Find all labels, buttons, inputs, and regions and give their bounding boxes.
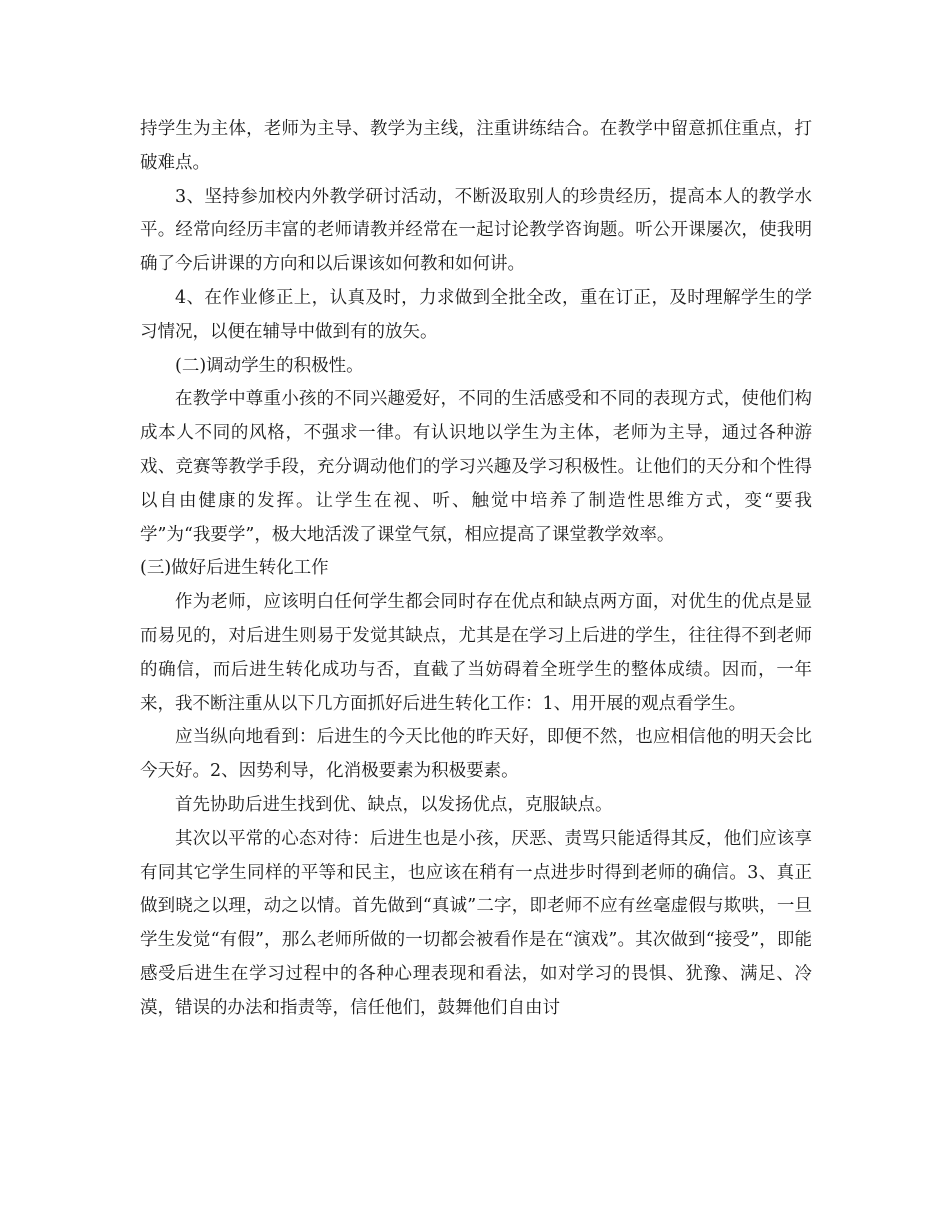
section-heading-3: (三)做好后进生转化工作 <box>140 558 329 579</box>
paragraph-1: 持学生为主体，老师为主导、教学为主线，注重讲练结合。在教学中留意抓住重点，打破难点。 <box>140 119 812 173</box>
paragraph-2: 3、坚持参加校内外教学研讨活动，不断汲取别人的珍贵经历，提高本人的教学水平。经常向经历丰富的老师请教并经常在一起讨论教学咨询题。听公开课屡次，使我明确了今后讲课的方向和以后课该如何教和如何讲。 <box>140 186 812 275</box>
paragraph-3: 4、在作业修正上，认真及时，力求做到全批全改，重在订正，及时理解学生的学习情况，以便在辅导中做到有的放矢。 <box>140 287 812 342</box>
paragraph-7: 首先协助后进生找到优、缺点，以发扬优点，克服缺点。 <box>175 794 613 815</box>
paragraph-8: 其次以平常的心态对待：后进生也是小孩，厌恶、责骂只能适得其反，他们应该享有同其它学生同样的平等和民主，也应该在稍有一点进步时得到老师的确信。3、真正做到晓之以理，动之以情。首先做到“真诚”二字，即老师不应有丝毫虚假与欺哄，一旦学生发觉“有假”，那么老师所做的一切都会被看作是在“演戏”。其次做到“接受”，即能感受后进生在学习过程中的各种心理表现和看法，如对学习的畏惧、犹豫、满足、冷漠，错误的办法和指责等，信任他们，鼓舞他们自由讨 <box>140 828 812 1018</box>
document-body <box>140 113 812 1026</box>
paragraph-4: 在教学中尊重小孩的不同兴趣爱好，不同的生活感受和不同的表现方式，使他们构成本人不同的风格，不强求一律。有认识地以学生为主体，老师为主导，通过各种游戏、竞赛等教学手段，充分调动他们的学习兴趣及学习积极性。让他们的天分和个性得以自由健康的发挥。让学生在视、听、触觉中培养了制造性思维方式，变“要我学”为“我要学”，极大地活泼了课堂气氛，相应提高了课堂教学效率。 <box>140 389 812 545</box>
paragraph-6: 应当纵向地看到：后进生的今天比他的昨天好，即便不然，也应相信他的明天会比今天好。2、因势利导，化消极要素为积极要素。 <box>140 727 812 782</box>
section-heading-2: (二)调动学生的积极性。 <box>175 355 364 376</box>
paragraph-5: 作为老师，应该明白任何学生都会同时存在优点和缺点两方面，对优生的优点是显而易见的，对后进生则易于发觉其缺点，尤其是在学习上后进的学生，往往得不到老师的确信，而后进生转化成功与否，直截了当妨碍着全班学生的整体成绩。因而，一年来，我不断注重从以下几方面抓好后进生转化工作：1、用开展的观点看学生。 <box>140 592 812 714</box>
